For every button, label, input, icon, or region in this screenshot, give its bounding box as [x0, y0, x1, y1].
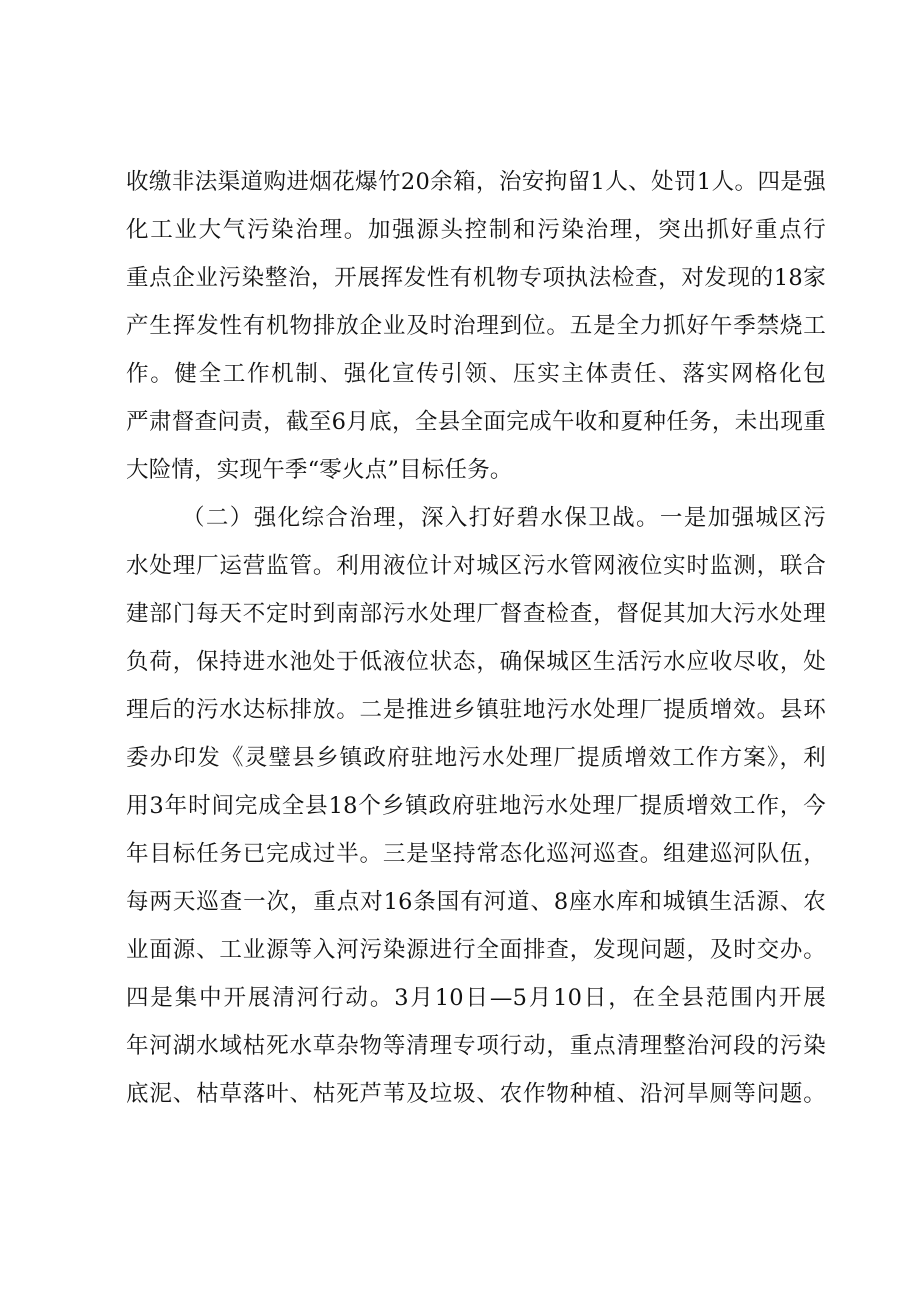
text-line: 重点企业污染整治，开展挥发性有机物专项执法检查，对发现的18家 — [126, 265, 826, 291]
text-line: 水处理厂运营监管。利用液位计对城区污水管网液位实时监测，联合 — [126, 553, 826, 579]
text-line: 负荷，保持进水池处于低液位状态，确保城区生活污水应收尽收，处 — [126, 649, 826, 675]
text-line: 年目标任务已完成过半。三是坚持常态化巡河巡查。组建巡河队伍， — [126, 841, 826, 867]
text-line: 收缴非法渠道购进烟花爆竹20余箱，治安拘留1人、处罚1人。四是强 — [126, 169, 826, 195]
text-line: 理后的污水达标排放。二是推进乡镇驻地污水处理厂提质增效。县环 — [126, 697, 826, 723]
text-line: 严肃督查问责，截至6月底，全县全面完成午收和夏种任务，未出现重 — [126, 409, 826, 435]
text-line: 委办印发《灵璧县乡镇政府驻地污水处理厂提质增效工作方案》，利 — [126, 745, 826, 771]
text-line: 化工业大气污染治理。加强源头控制和污染治理，突出抓好重点行 — [126, 217, 826, 243]
paragraph-water-protection — [126, 494, 826, 1118]
text-line: 年河湖水域枯死水草杂物等清理专项行动，重点清理整治河段的污染 — [126, 1033, 826, 1059]
text-line: 四是集中开展清河行动。3月10日—5月10日，在全县范围内开展 — [126, 985, 826, 1011]
paragraph-air-pollution — [126, 158, 826, 494]
section-heading-line: （二）强化综合治理，深入打好碧水保卫战。一是加强城区污 — [182, 505, 826, 531]
text-line: 建部门每天不定时到南部污水处理厂督查检查，督促其加大污水处理 — [126, 601, 826, 627]
text-line: 产生挥发性有机物排放企业及时治理到位。五是全力抓好午季禁烧工 — [126, 313, 826, 339]
text-line: 业面源、工业源等入河污染源进行全面排查，发现问题，及时交办。 — [126, 937, 826, 963]
text-line: 用3年时间完成全县18个乡镇政府驻地污水处理厂提质增效工作，今 — [126, 793, 826, 819]
text-line: 作。健全工作机制、强化宣传引领、压实主体责任、落实网格化包 — [126, 361, 826, 387]
text-line: 大险情，实现午季“零火点”目标任务。 — [126, 457, 513, 483]
text-line: 底泥、枯草落叶、枯死芦苇及垃圾、农作物种植、沿河旱厕等问题。 — [126, 1081, 826, 1107]
text-line: 每两天巡查一次，重点对16条国有河道、8座水库和城镇生活源、农 — [126, 889, 826, 915]
document-body — [126, 158, 826, 1118]
